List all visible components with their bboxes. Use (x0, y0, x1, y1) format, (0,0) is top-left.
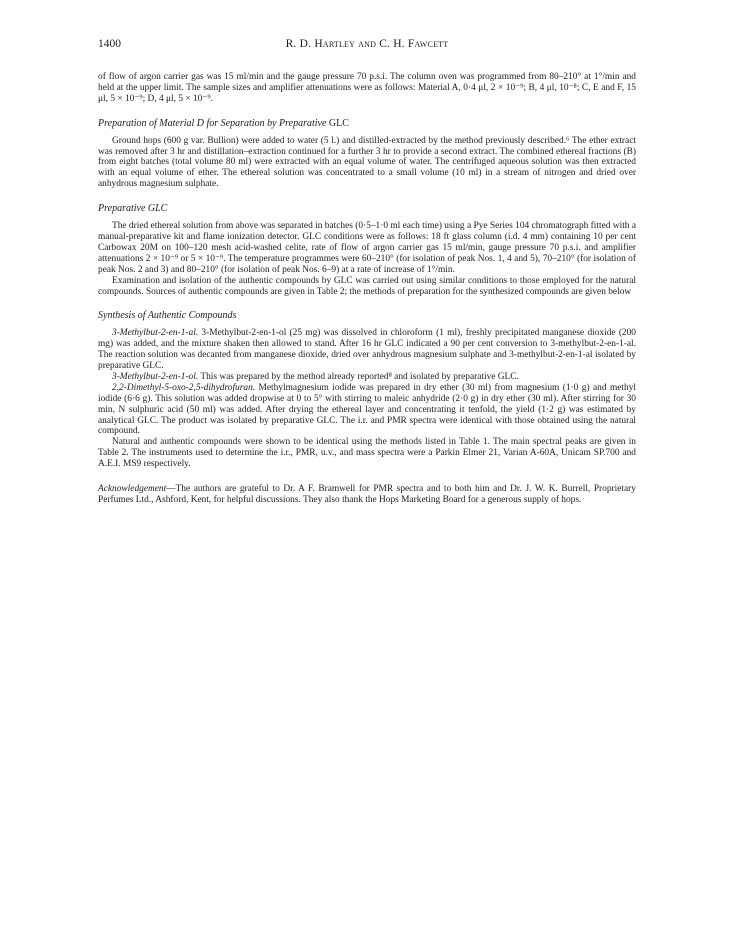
synthesis-final-paragraph: Natural and authentic compounds were shown to be identical using the methods listed in Table 1. The main spectral peaks are given in Table 2. The instruments used to determine the i.r., PMR, u.v., and mass spectra were a Parkin Elmer 21, Varian A-60A, Unicam SP.700 and A.E.I. MS9 respectively. (98, 437, 636, 470)
compound-3-text: Methylmagnesium iodide was prepared in dry ether (30 ml) from magnesium (1·0 g) and methyl iodide (6·6 g). This solution was added dropwise at 0 to 5° with stirring to maleic anhydride (2·0 g) in dry ether (30 ml). After stirring for 30 min, N sulphuric acid (50 ml) was added. After drying the ethereal layer and concentrating it tenfold, the yield (1·2 g) was estimated by analytical GLC. The product was isolated by preparative GLC. The i.r. and PMR spectra were identical with those obtained using the natural compound. (98, 382, 636, 437)
compound-1-name: 3-Methylbut-2-en-1-al. (112, 328, 199, 339)
intro-paragraph: of flow of argon carrier gas was 15 ml/min and the gauge pressure 70 p.s.i. The column oven was programmed from 80–210° at 1°/min and held at the upper limit. The sample sizes and amplifier attenuations were as follows: Material A, 0·4 μl, 2 × 10⁻⁹; B, 4 μl, 10⁻⁸; C, E and F, 15 μl, 5 × 10⁻⁹; D, 4 μl, 5 × 10⁻⁹. (98, 72, 636, 104)
compound-1-text: 3-Methylbut-2-en-1-ol (25 mg) was dissolved in chloroform (1 ml), freshly precipitated manganese dioxide (200 mg) was added, and the mixture shaken then allowed to stand. After 16 hr GLC indicated a 90 per cent conversion to 3-methylbut-2-en-1-al. The reaction solution was decanted from manganese dioxide, dried over anhydrous magnesium sulphate and 3-methylbut-2-en-1-al isolated by preparative GLC. (98, 328, 636, 372)
compound-2-name: 3-Methylbut-2-en-1-ol. (112, 371, 199, 382)
acknowledgement (98, 484, 636, 506)
running-title: R. D. Hartley and C. H. Fawcett (285, 38, 449, 50)
synthesis-compound-2 (98, 372, 636, 383)
section-heading-prep-d-suffix: GLC (328, 117, 349, 129)
synthesis-compound-1 (98, 328, 636, 372)
article-body (98, 72, 636, 506)
compound-2-text: This was prepared by the method already reported⁸ and isolated by preparative GLC. (200, 371, 519, 382)
synthesis-compound-3 (98, 383, 636, 438)
page-number: 1400 (98, 38, 121, 50)
section-heading-synthesis: Synthesis of Authentic Compounds (98, 310, 237, 322)
prep-d-paragraph: Ground hops (600 g var. Bullion) were added to water (5 l.) and distilled-extracted by the method previously described.⁶ The ether extract was removed after 3 hr and distillation–extraction continued for a further 3 hr to provide a second extract. The combined ethereal fractions (B) from eight batches (total volume 80 ml) were extracted with an equal volume of water. The centrifuged aqueous solution was then extracted with an equal volume of ether. The ethereal solution was concentrated to a small volume (10 ml) in a stream of nitrogen and dried over anhydrous magnesium sulphate. (98, 135, 636, 190)
section-heading-prep-d (98, 119, 636, 130)
section-heading-prep-d-text: Preparation of Material D for Separation by Preparative (98, 117, 327, 129)
compound-3-name: 2,2-Dimethyl-5-oxo-2,5-dihydrofuran. (112, 382, 256, 393)
acknowledgement-label: Acknowledgement (98, 484, 167, 495)
acknowledgement-text: —The authors are grateful to Dr. A F. Bramwell for PMR spectra and to both him and Dr. J. W. K. Burrell, Proprietary Perfumes Ltd., Ashford, Kent, for helpful discussions. They also thank the Hops Marketing Board for a generous supply of hops. (98, 484, 636, 505)
prep-glc-paragraph-2: Examination and isolation of the authentic compounds by GLC was carried out using similar conditions to those employed for the natural compounds. Sources of authentic compounds are given in Table 2; the methods of preparation for the synthesized compounds are given below (98, 275, 636, 297)
paper-page (98, 38, 636, 506)
section-heading-prep-glc: Preparative GLC (98, 203, 168, 215)
prep-glc-paragraph-1: The dried ethereal solution from above was separated in batches (0·5–1·0 ml each time) using a Pye Series 104 chromatograph fitted with a manual-preparative kit and flame ionization detector. GLC conditions were as follows: 18 ft glass column (i.d. 4 mm) containing 10 per cent Carbowax 20M on 100–120 mesh acid-washed celite, rate of flow of argon carrier gas 15 ml/min, gauge pressure 70 p.s.i. and amplifier attenuations 2 × 10⁻⁹ or 5 × 10⁻⁹. The temperature programmes were 60–210° (for isolation of peak Nos. 1, 4 and 5), 70–210° (for isolation of peak Nos. 2 and 3) and 80–210° (for isolation of peak Nos. 6–9) at a rate of increase of 1°/min. (98, 221, 636, 275)
page-header (98, 38, 636, 54)
